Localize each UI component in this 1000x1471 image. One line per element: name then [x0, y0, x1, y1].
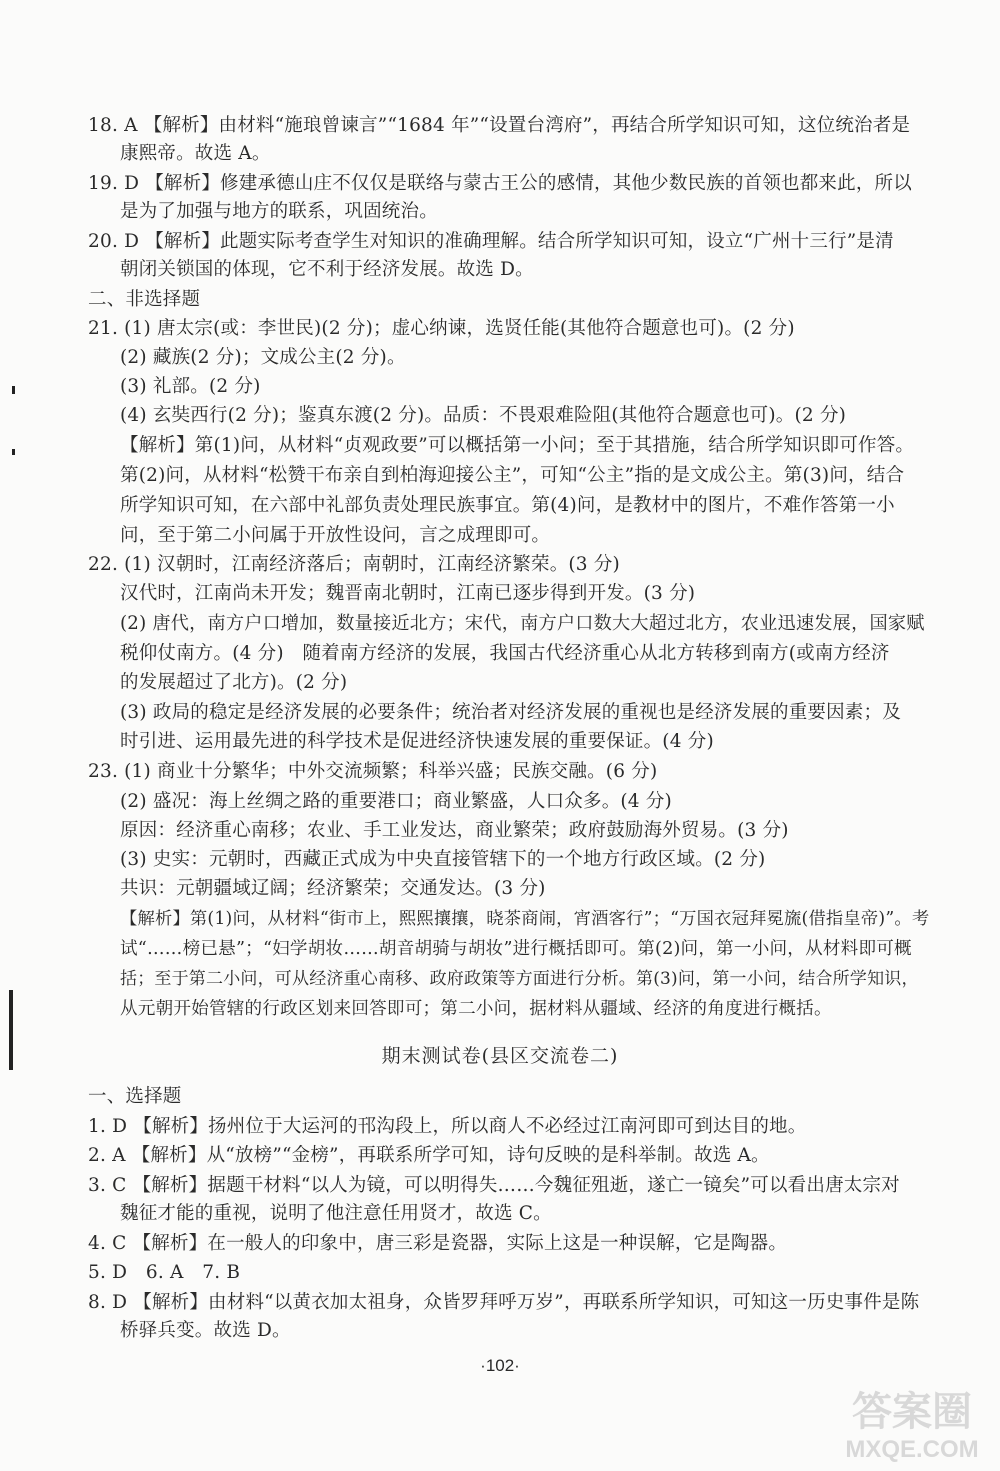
answer-23-part-2-line-2: 原因：经济重心南移；农业、手工业发达，商业繁荣；政府鼓励海外贸易。(3 分)	[120, 820, 789, 841]
answer-21-part-4: (4) 玄奘西行(2 分)；鉴真东渡(2 分)。品质：不畏艰难险阻(其他符合题意也可)。(2 分)	[120, 405, 847, 426]
answer-22-part-2-line-2: 税仰仗南方。(4 分) 随着南方经济的发展，我国古代经济重心从北方转移到南方(或南方经济	[120, 643, 890, 664]
answer-22-part-1-line-1: 22. (1) 汉朝时，江南经济落后；南朝时，江南经济繁荣。(3 分)	[88, 554, 620, 575]
answer-18-line-1: 18. A 【解析】由材料“施琅曾谏言”“1684 年”“设置台湾府”，再结合所学知识可知，这位统治者是	[88, 115, 911, 136]
answer-3-line-1: 3. C 【解析】据题干材料“以人为镜，可以明得失……今魏征殂逝，遂亡一镜矣”可以看出唐太宗对	[88, 1175, 900, 1196]
answer-2-line: 2. A 【解析】从“放榜”“金榜”，再联系所学可知，诗句反映的是科举制。故选 A。	[88, 1145, 770, 1166]
answer-1-line: 1. D 【解析】扬州位于大运河的邗沟段上，所以商人不必经过江南河即可到达目的地。	[88, 1116, 807, 1137]
answer-4-line: 4. C 【解析】在一般人的印象中，唐三彩是瓷器，实际上这是一种误解，它是陶器。	[88, 1233, 788, 1254]
answer-21-part-3: (3) 礼部。(2 分)	[120, 376, 261, 397]
answer-18-line-2: 康熙帝。故选 A。	[120, 143, 271, 164]
answer-23-analysis-line-4: 从元朝开始管辖的行政区划来回答即可；第二小问，据材料从疆域、经济的角度进行概括。	[120, 999, 832, 1019]
answer-19-line-2: 是为了加强与地方的联系，巩固统治。	[120, 201, 438, 222]
watermark-top-text: 答案圈	[852, 1390, 972, 1434]
answer-22-part-2-line-1: (2) 唐代，南方户口增加，数量接近北方；宋代，南方户口数大大超过北方，农业迅速发展，国家赋	[120, 613, 925, 634]
answer-21-analysis-line-4: 问，至于第二小问属于开放性设问，言之成理即可。	[120, 525, 551, 546]
answer-22-part-3-line-2: 时引进、运用最先进的科学技术是促进经济快速发展的重要保证。(4 分)	[120, 731, 714, 752]
scan-speck	[12, 449, 15, 455]
answer-21-analysis-line-3: 所学知识可知，在六部中礼部负责处理民族事宜。第(4)问，是教材中的图片，不难作答第一小	[120, 495, 895, 516]
answer-23-part-1: 23. (1) 商业十分繁华；中外交流频繁；科举兴盛；民族交融。(6 分)	[88, 761, 658, 782]
answer-22-part-2-line-3: 的发展超过了北方)。(2 分)	[120, 672, 348, 693]
answer-21-analysis-line-1: 【解析】第(1)问，从材料“贞观政要”可以概括第一小问；至于其措施，结合所学知识即可作答。	[120, 435, 915, 456]
answer-19-line-1: 19. D 【解析】修建承德山庄不仅仅是联络与蒙古王公的感情，其他少数民族的首领也都来此，所以	[88, 173, 912, 194]
scan-margin-bar	[9, 990, 13, 1070]
answer-23-part-3-line-2: 共识：元朝疆域辽阔；经济繁荣；交通发达。(3 分)	[120, 878, 546, 899]
answer-23-analysis-line-1: 【解析】第(1)问，从材料“街市上，熙熙攘攘，晓茶商闹，宵酒客行”；“万国衣冠拜冕旒(借指皇帝)”。考	[120, 909, 930, 929]
answer-3-line-2: 魏征才能的重视，说明了他注意任用贤才，故选 C。	[120, 1203, 552, 1224]
answer-22-part-3-line-1: (3) 政局的稳定是经济发展的必要条件；统治者对经济发展的重视也是经济发展的重要因素；及	[120, 702, 901, 723]
watermark-logo	[842, 1381, 982, 1463]
page-number: ·102·	[480, 1356, 520, 1375]
answer-22-part-1-line-2: 汉代时，江南尚未开发；魏晋南北朝时，江南已逐步得到开发。(3 分)	[120, 583, 696, 604]
section-heading-choice: 一、选择题	[88, 1086, 182, 1107]
section-heading-non-choice: 二、非选择题	[88, 289, 201, 310]
answer-20-line-2: 朝闭关锁国的体现，它不利于经济发展。故选 D。	[120, 259, 534, 280]
watermark-bottom-text: MXQE.COM	[845, 1436, 979, 1463]
answer-21-part-2: (2) 藏族(2 分)；文成公主(2 分)。	[120, 347, 406, 368]
exam-section-title: 期末测试卷(县区交流卷二)	[381, 1045, 619, 1067]
answers-5-7-line: 5. D 6. A 7. B	[88, 1262, 241, 1283]
answer-20-line-1: 20. D 【解析】此题实际考查学生对知识的准确理解。结合所学知识可知，设立“广州十三行”是清	[88, 231, 894, 252]
scan-speck	[12, 386, 15, 394]
answer-8-line-2: 桥驿兵变。故选 D。	[120, 1320, 291, 1341]
answer-21-part-1: 21. (1) 唐太宗(或：李世民)(2 分)；虚心纳谏，选贤任能(其他符合题意也可)。(2 分)	[88, 318, 795, 339]
answer-23-analysis-line-3: 括；至于第二小问，可从经济重心南移、政府政策等方面进行分析。第(3)问，第一小问，结合所学知识，	[120, 969, 919, 989]
answer-21-analysis-line-2: 第(2)问，从材料“松赞干布亲自到柏海迎接公主”，可知“公主”指的是文成公主。第(3)问，结合	[120, 465, 905, 486]
answer-23-part-2-line-1: (2) 盛况：海上丝绸之路的重要港口；商业繁盛，人口众多。(4 分)	[120, 791, 672, 812]
answer-23-analysis-line-2: 试“……榜已悬”；“妇学胡妆……胡音胡骑与胡妆”进行概括即可。第(2)问，第一小问，从材料即可概	[120, 939, 912, 959]
answer-8-line-1: 8. D 【解析】由材料“以黄衣加太祖身，众皆罗拜呼万岁”，再联系所学知识，可知这一历史事件是陈	[88, 1292, 920, 1313]
answer-23-part-3-line-1: (3) 史实：元朝时，西藏正式成为中央直接管辖下的一个地方行政区域。(2 分)	[120, 849, 766, 870]
